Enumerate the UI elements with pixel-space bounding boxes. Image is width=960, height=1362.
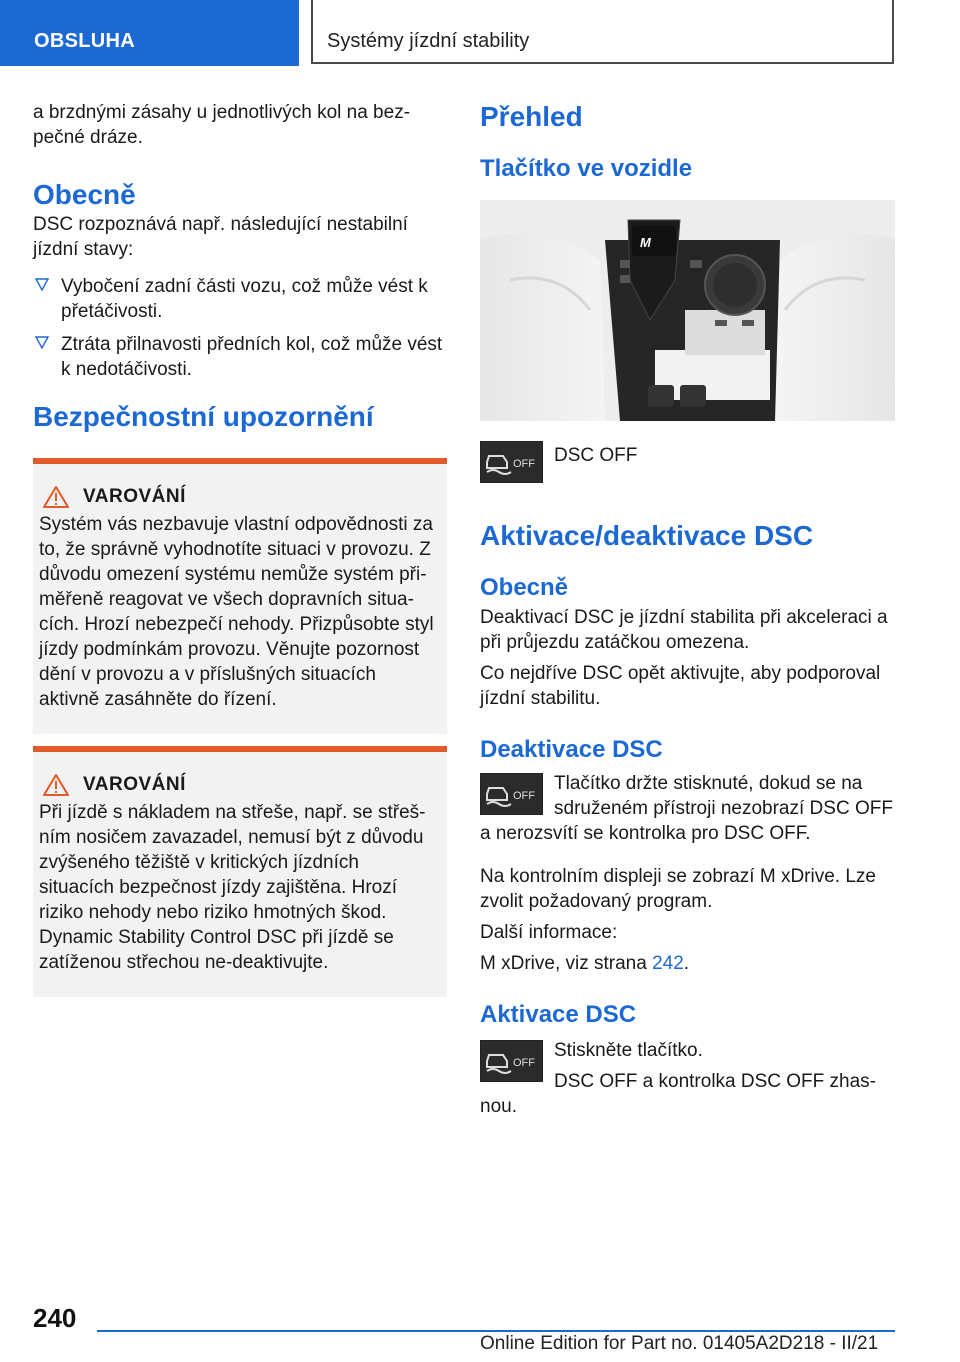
general-text: DSC rozpoznává např. následující nestabilní jízdní stavy: [33,214,408,260]
chapter-tab [311,0,894,64]
m-logo: M [640,235,651,250]
center-console-photo [480,200,895,421]
left-column [33,100,447,997]
warning-title: VAROVÁNÍ [83,774,186,795]
edition-text: Online Edition for Part no. 01405A2D218 - II/21 [480,1333,879,1354]
warning-box [33,458,447,734]
page-link-242[interactable]: 242 [652,953,684,974]
general-heading: Obecně [33,179,136,210]
deactivation-heading: Deaktivace DSC [480,736,663,763]
list-item: Ztráta přilnavosti předních kol, což může vést k nedotáčivosti. [33,332,447,382]
chapter-title: Systémy jízdní stability [327,30,530,52]
list-item: Vybočení zadní části vozu, což může vést k přetáčivosti. [33,274,447,324]
activation-result: DSC OFF a kontrolka DSC OFF zhas-nou. [480,1071,877,1117]
svg-text:OFF: OFF [513,1057,535,1069]
warning-triangle-icon [43,774,69,796]
warning-title: VAROVÁNÍ [83,486,186,507]
button-heading: Tlačítko ve vozidle [480,155,693,182]
general-paragraph-2: Co nejdříve DSC opět aktivujte, aby podporoval jízdní stabilitu. [480,663,881,709]
dsc-off-button-icon [480,441,543,483]
dsc-off-button-icon [480,1040,543,1082]
section-tab [0,0,299,66]
activation-row [480,1038,895,1119]
activation-heading: Aktivace/deaktivace DSC [480,520,814,551]
warning-box [33,746,447,997]
center-console-image [480,200,895,421]
svg-text:OFF: OFF [513,458,535,470]
activation-step: Stiskněte tlačítko. [554,1040,703,1061]
instability-list [33,274,447,382]
general-subheading: Obecně [480,574,569,601]
svg-text:OFF: OFF [513,790,535,802]
warning-text: Při jízdě s nákladem na střeše, např. se střeš-ním nosičem zavazadel, nemusí být z důvodu zvýšeného těžiště v kritických jízdních situacích bezpečnost jízdy zajištěna. Hrozí riziko nehody nebo riziko hmotných škod. Dynamic Stability Control DSC při jízdě se zatíženou střechou ne-deaktivujte. [39,802,426,973]
general-paragraph-1: Deaktivací DSC je jízdní stabilita při akceleraci a při průjezdu zatáčkou omezena. [480,607,888,653]
triangle-bullet-icon [35,277,49,291]
deactivation-row [480,771,895,846]
section-title: OBSLUHA [34,30,135,52]
warning-text: Systém vás nezbavuje vlastní odpovědnosti za to, že správně vyhodnotíte situaci v provozu. Z důvodu omezení systému nemůže systém při-měřeně reagovat ve všech dopravních situa-cích. Hrozí nebezpečí nehody. Přizpůsobte styl jízdy podmínkám provozu. Věnujte pozornost dění v provozu a v příslušných situacích aktivně zasáhněte do řízení. [39,514,434,710]
dsc-off-label: DSC OFF [554,445,638,466]
footer-divider [97,1330,895,1332]
page-number: 240 [33,1303,77,1333]
safety-heading: Bezpečnostní upozornění [33,401,374,432]
dsc-off-row [480,441,895,485]
right-column [480,100,895,1119]
display-text: Na kontrolním displeji se zobrazí M xDrive. Lze zvolit požadovaný program. [480,866,876,912]
deactivation-text: Tlačítko držte stisknuté, dokud se na sdruženém přístroji nezobrazí DSC OFF a nerozsvítí se kontrolka pro DSC OFF. [480,773,893,844]
activation-dsc-heading: Aktivace DSC [480,1001,637,1028]
overview-heading: Přehled [480,101,583,132]
dsc-off-button-icon [480,773,543,815]
more-info-reference: M xDrive, viz strana 242. [480,953,690,974]
more-info-label: Další informace: [480,922,618,943]
intro-text: a brzdnými zásahy u jednotlivých kol na bez-pečné dráze. [33,102,411,148]
warning-triangle-icon [43,486,69,508]
triangle-bullet-icon [35,335,49,349]
